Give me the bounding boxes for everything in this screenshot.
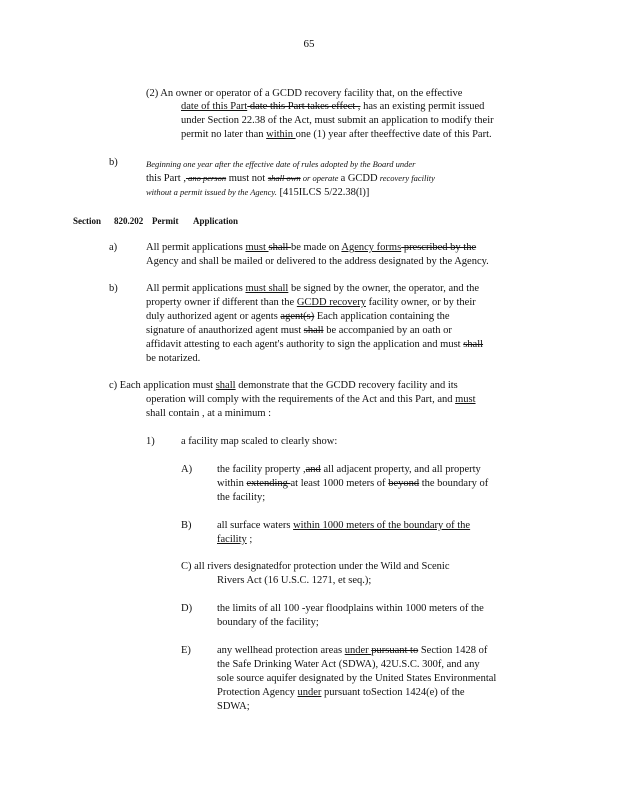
A-label: A)	[181, 464, 193, 475]
D-line2: boundary of the facility;	[217, 617, 319, 628]
p2-line3: under Section 22.38 of the Act, must submit an application to modify their	[181, 115, 494, 126]
a-line2: Agency and shall be mailed or delivered to the address designated by the Agency.	[146, 256, 489, 267]
b-old-line3: without a permit issued by the Agency. [415ILCS 5/22.38(l)]	[146, 187, 370, 198]
section-title-2: Application	[193, 216, 239, 226]
A-line1: the facility property ,and all adjacent property, and all property	[217, 464, 481, 475]
D-label: D)	[181, 603, 193, 614]
B-line2: facility ;	[217, 534, 253, 545]
page-number: 65	[303, 38, 315, 50]
b-line2: property owner if different than the GCDD recovery facility owner, or by their	[146, 297, 476, 308]
a-label: a)	[109, 242, 118, 253]
section-label: Section	[73, 216, 101, 226]
A-line3: the facility;	[217, 492, 266, 503]
p2-line2: date of this Part date this Part takes effect , has an existing permit issued	[181, 101, 485, 112]
E-line1: any wellhead protection areas under pursuant to Section 1428 of	[217, 645, 488, 656]
b-label: b)	[109, 283, 118, 294]
C-line2: Rivers Act (16 U.S.C. 1271, et seq.);	[217, 575, 372, 586]
c-line2: operation will comply with the requirements of the Act and this Part, and must	[146, 394, 476, 405]
c-line3: shall contain , at a minimum :	[146, 408, 272, 419]
E-line5: SDWA;	[217, 701, 250, 712]
b-line4: signature of anauthorized agent must shall be accompanied by an oath or	[146, 325, 452, 336]
C-line1: C) all rivers designatedfor protection under the Wild and Scenic	[181, 561, 450, 572]
b-line1: All permit applications must shall be signed by the owner, the operator, and the	[146, 283, 480, 294]
b-old-line1: Beginning one year after the effective date of rules adopted by the Board under	[146, 159, 416, 169]
b-old-line2: this Part , ano person must not shall own or operate a GCDD recovery facility	[146, 173, 435, 184]
item1-label: 1)	[146, 436, 155, 447]
section-code: 820.202	[114, 216, 144, 226]
b-line3: duly authorized agent or agents agent(s) Each application containing the	[146, 311, 450, 322]
c-line1: c) Each application must shall demonstrate that the GCDD recovery facility and its	[109, 380, 458, 391]
D-line1: the limits of all 100 -year floodplains within 1000 meters of the	[217, 603, 484, 614]
B-line1: all surface waters within 1000 meters of the boundary of the	[217, 520, 471, 531]
E-line3: sole source aquifer designated by the United States Environmental	[217, 673, 497, 684]
B-label: B)	[181, 520, 192, 531]
b-line6: be notarized.	[146, 353, 201, 364]
b-line5: affidavit attesting to each agent's authority to sign the application and must shall	[146, 339, 484, 350]
section-title-1: Permit	[152, 216, 179, 226]
b-old-label: b)	[109, 157, 118, 168]
p2-line4: permit no later than within one (1) year after theeffective date of this Part.	[181, 129, 492, 140]
E-line2: the Safe Drinking Water Act (SDWA), 42U.S.C. 300f, and any	[217, 659, 480, 670]
p2-line1: (2) An owner or operator of a GCDD recovery facility that, on the effective	[146, 88, 463, 99]
E-line4: Protection Agency under pursuant toSection 1424(e) of the	[217, 687, 465, 698]
A-line2: within extending at least 1000 meters of beyond the boundary of	[217, 478, 489, 489]
a-line1: All permit applications must shall be made on Agency forms prescribed by the	[146, 242, 477, 253]
item1-text: a facility map scaled to clearly show:	[181, 436, 338, 447]
E-label: E)	[181, 645, 191, 656]
